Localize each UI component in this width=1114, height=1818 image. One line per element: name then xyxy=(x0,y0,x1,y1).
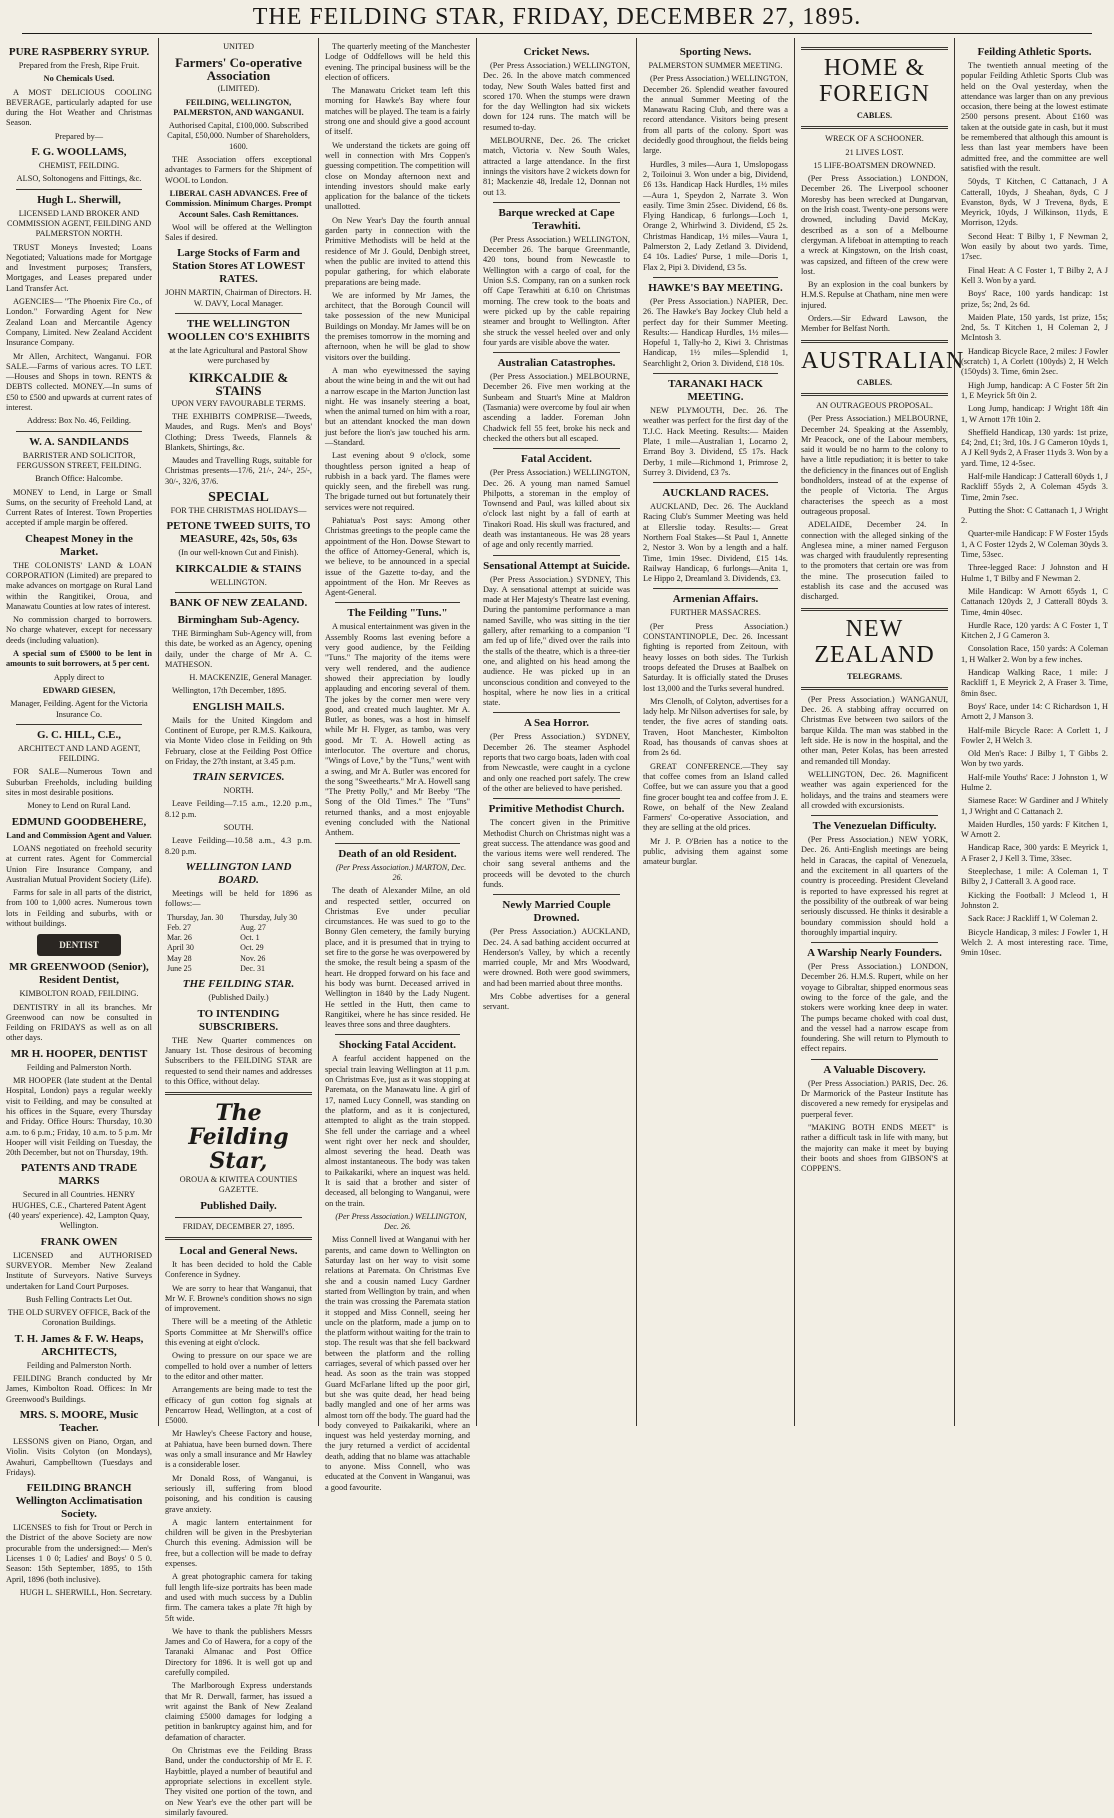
train-north-times: Leave Feilding—7.15 a.m., 12.20 p.m., 8.12 p.m. xyxy=(165,799,312,819)
news-item: (Per Press Association.) WELLINGTON, Dec. 26. A young man named Samuel Philpotts, a storeman in the employ of Townsend and Paul, was killed about six o'clock last night by a fall of earth at Tinakori Road. His skull was fractured, and death was instantaneous. He was 28 years of age and only recently married. xyxy=(483,468,630,550)
land-board-heading: WELLINGTON LAND BOARD. xyxy=(185,860,292,886)
list-item: Quarter-mile Handicap: F W Foster 15yds 1, A C Foster 12yds 2, W Coleman 30yds 3. Time, 53sec. xyxy=(961,529,1108,560)
hill-heading: G. C. HILL, C.E., xyxy=(36,728,122,741)
paper-title: The Feilding Star, xyxy=(188,1100,289,1175)
list-item: Putting the Shot: C Cattanach 1, J Wright 2. xyxy=(961,505,1108,526)
acclimatisation-signature: HUGH L. SHERWILL, Hon. Secretary. xyxy=(19,1587,152,1597)
news-item: (Per Press Association.) LONDON, December 26. H.M.S. Rupert, while on her voyage to Gibraltar, shipped enormous seas owing to the force of the gale, and the stokers were working knee deep in water. The pumps became choked with coal dust, and the vessel had a narrow escape from foundering. She will return to Plymouth to effect repairs. xyxy=(801,962,948,1054)
news-item: Miss Connell lived at Wanganui with her parents, and came down to Wellington on Saturday last on her way to visit some relations at Paremata. On Christmas Eve she and a cousin named Lucy Gardner started from Wellington by train, and when the train was crossing the Paremata station it stopped and Miss Connell, seeing her uncle on the platform, made a jump on to the platform without waiting for the train to stop. The result was that she fell backward between the platform and the rolling carriages, several of which passed over her head. As soon as the train was stopped Guard McFarlane lifted up the poor girl, but she was quite dead, her head being badly mangled and one of her arms was almost torn off the body. The guard had the body conveyed to Paikakariki, where an inquest was held yesterday morning, and the jury returned a verdict of accidental death, adding that no blame was attachable to anyone. Miss Connell, who was educated at the Convent in Wanganui, was a good favourite. xyxy=(325,1235,470,1492)
list-item: Boys' Race, under 14: C Richardson 1, H Arnott 2, J Manson 3. xyxy=(961,701,1108,722)
masthead xyxy=(0,0,1114,36)
farms-body: Farms for sale in all parts of the district, from 100 to 1,000 acres. Numerous town lots in Feilding and suburbs, with or without buildings. xyxy=(6,888,152,928)
farmers-heading: Farmers' Co-operative Association xyxy=(175,55,302,84)
home-foreign-heading: HOME & FOREIGN xyxy=(818,55,930,107)
sherwill-heading: Hugh L. Sherwill, xyxy=(37,193,121,206)
news-item: (Per Press Association.) SYDNEY, December 26. The steamer Asphodel reports that two cargo boats, laden with coal from Newcastle, were caught in a cyclone and only one reached port safely. The crew of the other are believed to have perished. xyxy=(483,732,630,793)
nz-sub: TELEGRAMS. xyxy=(846,671,903,681)
column-3-local-news xyxy=(318,38,476,1492)
divider xyxy=(175,313,302,314)
news-item: (Per Press Association.) MELBOURNE, December 24. Speaking at the Assembly, Mr Peacock, one of the Labour members, said it would be no harm to the colony to have a little repudiation; it is better to take the deficiency in the finances out of English bondholders, instead of at the expense of the people of Victoria. The Argus characterises the speech as a most outrageous proposal. xyxy=(801,414,948,516)
list-item: Half-mile Youths' Race: J Johnston 1, W Hulme 2. xyxy=(961,772,1108,792)
taranaki-heading: TARANAKI HACK MEETING. xyxy=(668,378,763,404)
table-cell: Feb. 27 xyxy=(167,922,191,932)
table-cell: Dec. 31 xyxy=(240,964,265,974)
table-cell: Thursday, Jan. 30 xyxy=(167,912,224,922)
table-row xyxy=(165,913,312,923)
news-item: (Per Press Association.) PARIS, Dec. 26. Dr Marmorick of the Pasteur Institute has discovered a new remedy for erysipelas and puerperal fever. xyxy=(801,1078,948,1119)
accident-heading: Shocking Fatal Accident. xyxy=(338,1039,457,1052)
divider xyxy=(801,393,948,396)
petone-heading: PETONE TWEED SUITS, TO MEASURE, 42s, 50s, 63s xyxy=(166,520,311,546)
news-item: On New Year's Day the fourth annual garden party in connection with the Primitive Methodists will be held at the residence of Mr J. Gould, Denbigh street, when the public are invited to attend this popular gathering, for which elaborate preparations are being made. xyxy=(325,215,470,287)
kirkcaldie-heading-2: KIRKCALDIE & STAINS xyxy=(175,562,302,575)
special-heading: SPECIAL xyxy=(208,490,269,506)
list-item: Old Men's Race: J Bilby 1, T Gibbs 2. Won by two yards. xyxy=(961,749,1108,769)
table-cell: Oct. 1 xyxy=(240,933,260,943)
news-item: We understand the tickets are going off well in connection with Mrs Coppen's guessing competition. The competition will close on Monday afternoon next and intending investors should make early application for the balance of the tickets unallotted. xyxy=(325,140,470,212)
news-item: MELBOURNE, Dec. 26. The cricket match, Victoria v. New South Wales, attracted a large attendance. In the first innings the visitors have 2 wickets down for 81; Mackenzie 48, Iredale 12, Donnan not out 13. xyxy=(483,136,630,197)
news-item: (Per Press Association.) CONSTANTINOPLE, Dec. 26. Incessant fighting is reported from Zeitoun, with heavy losses on both sides. The Turkish troops defeated the Druses at Baalbek on Saturday. It is officially stated the Druses lost 13,000 and the Turks several hundred. xyxy=(643,621,788,693)
capital: Authorised Capital, £100,000. Subscribed Capital, £50,000. Number of Shareholders, 1600. xyxy=(167,121,310,151)
greenwood-heading: MR GREENWOOD (Senior), Resident Dentist, xyxy=(9,961,149,987)
list-item: Siamese Race: W Gardiner and J Whitely 1, J Wright and C Cattanach 2. xyxy=(961,796,1108,816)
intending-body: THE New Quarter commences on January 1st. Those desirous of becoming Subscribers to the FEILDING STAR are requested to send their names and addresses to this Office, without delay. xyxy=(165,1035,312,1086)
sandilands-branch: Branch Office: Halcombe. xyxy=(35,474,123,484)
news-item: WELLINGTON, Dec. 26. Magnificent weather was again experienced for the holidays, and the trains and steamers were all crowded with excursionists. xyxy=(801,769,948,810)
woollen-sub: at the late Agricultural and Pastoral Show were purchased by xyxy=(169,346,308,366)
special-for: FOR THE CHRISTMAS HOLIDAYS— xyxy=(170,506,307,516)
auckland-heading: AUCKLAND RACES. xyxy=(662,487,769,500)
news-item: A great photographic camera for taking full length life-size portraits has been made and used with much success by a Dublin firm. The camera takes a plate 7ft high by 5ft wide. xyxy=(165,1572,312,1623)
table-row xyxy=(165,954,312,964)
dentist-stamp-graphic: DENTIST xyxy=(37,934,121,956)
armenian-sub: FURTHER MASSACRES. xyxy=(670,608,761,618)
maudes-body: Maudes and Travelling Rugs, suitable for Christmas presents—17/6, 21/-, 24/-, 25/-, 30/-, 32/6, 37/6. xyxy=(165,456,312,486)
news-item: We have to thank the publishers Messrs James and Co of Hawera, for a copy of the Taranaki Almanac and Post Office Directory for 1896. It is well got up and carefully compiled. xyxy=(165,1626,312,1677)
farmers-places: FEILDING, WELLINGTON, PALMERSTON, AND WANGANUI. xyxy=(173,97,304,117)
moore-body: LESSONS given on Piano, Organ, and Violin. Visits Colyton (on Mondays), Awahuri, Campbelltown (Tuesdays and Fridays). xyxy=(6,1436,152,1477)
primitive-heading: Primitive Methodist Church. xyxy=(488,803,625,816)
wreck-heading: WRECK OF A SCHOONER. xyxy=(825,134,924,144)
divider xyxy=(653,277,778,278)
news-item: (Per Press Association.) AUCKLAND, Dec. 24. A sad bathing accident occurred at Henderson's Valley, by which a recently married couple, Mr and Mrs Woodward, were drowned. Both were good swimmers, and had been married about three months. xyxy=(483,927,630,988)
heaps-body: FEILDING Branch conducted by Mr James, Kimbolton Road. Offices: In Mr Greenwood's Buildings. xyxy=(6,1374,152,1404)
divider xyxy=(493,894,620,895)
heaps-subheading: Feilding and Palmerston North. xyxy=(26,1360,132,1370)
news-item: The quarterly meeting of the Manchester Lodge of Oddfellows will be held this evening. The principal business will be the election of officers. xyxy=(325,42,470,82)
warship-heading: A Warship Nearly Founders. xyxy=(807,947,942,960)
colonists-body: THE COLONISTS' LAND & LOAN CORPORATION (Limited) are prepared to make advances on mortgage on Rural Land within the Rangitikei, Oroua, and Manawatu Counties at low rates of interest. xyxy=(6,560,152,611)
gazette-line: OROUA & KIWITEA COUNTIES GAZETTE. xyxy=(179,1175,298,1195)
masthead-rule xyxy=(22,33,1092,34)
mails-body: Mails for the United Kingdom and Continent of Europe, per R.M.S. Kaikoura, via Monte Video close in Feilding on 9th February, close at the Feilding Post Office on Friday, the 27th instant, at 3.45 p.m. xyxy=(165,715,312,766)
column-6-cables xyxy=(794,38,965,1426)
greenwood-address: KIMBOLTON ROAD, FEILDING. xyxy=(19,989,139,999)
table-cell: Oct. 29 xyxy=(240,943,264,953)
table-cell: May 28 xyxy=(167,953,192,963)
divider xyxy=(653,482,778,483)
newspaper-masthead-title: THE FEILDING STAR, FRIDAY, DECEMBER 27, 1895. xyxy=(252,4,862,30)
divider xyxy=(335,1034,460,1035)
armenian-heading: Armenian Affairs. xyxy=(672,593,759,606)
australian-sub: CABLES. xyxy=(856,377,893,387)
divider xyxy=(335,602,460,603)
column-1-advertisements xyxy=(0,38,158,1597)
divider xyxy=(493,352,620,353)
news-item: The concert given in the Primitive Methodist Church on Christmas night was a great success. The attendance was good and the various items were well rendered. The choir sang several anthems and the proceeds will be devoted to the church funds. xyxy=(483,818,630,889)
divider xyxy=(493,448,620,449)
news-item: Arrangements are being made to test the efficacy of gun cotton fog signals at Pencarrow Head, Wellington, at a cost of £5000. xyxy=(165,1385,312,1426)
australian-heading: AUSTRALIAN xyxy=(801,347,965,374)
divider xyxy=(811,1059,938,1060)
news-item: Orders.—Sir Edward Lawson, the Member for Belfast North. xyxy=(801,314,948,334)
greenwood-body: DENTISTRY in all its branches. Mr Greenwood can now be consulted in Feilding on FRIDAYS as well as on all other days. xyxy=(6,1002,152,1043)
news-item: (Per Press Association.) LONDON, December 26. The Liverpool schooner Moresby has been wrecked at Dungarvan, on the Irish coast. Twenty-one persons were drowned, including David McKay, described as a son of a Melbourne clergyman. A lifeboat in attempting to reach a wreck at Kingstown, on the Irish coast, was capsized, and fifteen of the crew were lost. xyxy=(801,174,948,276)
martin-line: JOHN MARTIN, Chairman of Directors. H. W. DAVY, Local Manager. xyxy=(165,288,312,308)
list-item: Maiden Plate, 150 yards, 1st prize, 15s; 2nd, 5s. T Kitchen 1, H Coleman 2, J McIntosh 3. xyxy=(961,312,1108,343)
list-item: Handicap Walking Race, 1 mile: J Rackliff 1, E Meyrick 2, A Fraser 3. Time, 8min 8sec. xyxy=(961,668,1108,698)
kirkcaldie-heading: KIRKCALDIE & STAINS xyxy=(188,369,289,398)
sherwill-subheading: LICENSED LAND BROKER AND COMMISSION AGENT, FEILDING AND PALMERSTON NORTH. xyxy=(6,208,152,239)
news-item: Last evening about 9 o'clock, some thoughtless person ignited a heap of rubbish in a back yard. The flames were quickly seen, and the firebell was rung. The brigade turned out but fortunately their services were not required. xyxy=(325,451,470,512)
apply-direct: Apply direct to xyxy=(53,672,105,682)
sports-intro: The twentieth annual meeting of the popular Feilding Athletic Sports Club was held on the Oval yesterday, when the attendance was larger than on any previous occasion, there being at the lowest estimate 2500 persons present. About £160 was taken at the outside gate in cash, but it must be remembered that although this amount is less than last year members have been admitted free, and the committee are well satisfied with the result. xyxy=(961,61,1108,173)
table-row xyxy=(165,923,312,933)
kirkcaldie-sub-2: WELLINGTON. xyxy=(210,577,267,587)
column-2-advertisements xyxy=(158,38,318,1817)
news-item: The death of Alexander Milne, an old and respected settler, occurred on Christmas Eve under peculiar circumstances. He was sued to go to the Bonny Glen cemetery, the family burying place, and it is presumed that in trying to set fire to the gorse he was overpowered by the smoke, the result being a spasm of the heart. He dropped forward on his face and his body was burnt. Deceased arrived in Wellington in 1840 by the Lady Nugent. He settled in the Hutt, then came to Rangitikei, where he has since resided. He leaves three sons and three daughters. xyxy=(325,886,470,1030)
barque-heading: Barque wrecked at Cape Terawhiti. xyxy=(498,206,615,232)
news-item: "MAKING BOTH ENDS MEET" is rather a difficult task in life with many, but the majority can make it meet by buying their boots and shoes from GIBSON'S at COPPEN'S. xyxy=(801,1122,948,1174)
loans-body: LOANS negotiated on freehold security at current rates. Agent for Commercial Union Fire Insurance Company, and Australian Mutual Provident Society (Life). xyxy=(6,843,152,884)
divider xyxy=(16,724,142,725)
list-item: Maiden Hurdles, 150 yards: F Kitchen 1, W Arnott 2. xyxy=(961,819,1108,840)
divider xyxy=(175,1217,302,1218)
hill-subheading: ARCHITECT AND LAND AGENT, FEILDING. xyxy=(17,743,141,764)
table-row xyxy=(165,933,312,943)
list-item: Final Heat: A C Foster 1, T Bilby 2, A J Kell 3. Won by a yard. xyxy=(961,265,1108,285)
death-dateline: (Per Press Association.) MARTON, Dec. 26. xyxy=(335,862,467,882)
table-cell: Thursday, July 30 xyxy=(240,912,298,922)
sporting-heading: Sporting News. xyxy=(679,46,752,58)
news-item: The Marlborough Express understands that Mr R. Derwall, farmer, has issued a writ against the Bank of New Zealand claiming £5000 damages for lodging a petition in bankruptcy against him, and for defamation of character. xyxy=(165,1681,312,1742)
no-commission: No commission charged to borrowers. No charge whatever, except for necessary deeds (including valuation). xyxy=(6,615,152,645)
column-4-telegraphic-news xyxy=(476,38,636,1426)
goodbehere-heading: EDMUND GOODBEHERE, xyxy=(11,815,147,828)
news-item: A magic lantern entertainment for children will be given in the Presbyterian Church this evening. Admission will be free, but a collection will be made to defray expenses. xyxy=(165,1517,312,1569)
list-item: Handicap Race, 300 yards: E Meyrick 1, A Fraser 2, J Kell 3. Time, 33sec. xyxy=(961,843,1108,863)
train-north-label: NORTH. xyxy=(223,786,254,796)
train-south-times: Leave Feilding—10.58 a.m., 4.3 p.m. 8.20 p.m. xyxy=(165,836,312,856)
hooper-body: MR HOOPER (late student at the Dental Hospital, London) pays a regular weekly visit to Feilding, and may be consulted at his offices in the Square, every Thursday and Friday. Office Hours: Thursday, 10.30 a.m. to 6 p.m.; Friday, 10 a.m. to 5 p.m. Mr Hooper will visit Feilding on Tuesday, the 20th December, but not on Thursday, 19th. xyxy=(6,1076,152,1158)
sherwill-agencies: AGENCIES— "The Phoenix Fire Co., of London." Forwarding Agent for New Zealand Loan and Mercantile Agency Company, Limited. New Zealand Accident Insurance Company. xyxy=(6,297,152,348)
news-item: We are informed by Mr James, the architect, that the Borough Council will take possession of the new Municipal Buildings on Monday. Mr James will be on the premises tomorrow in the morning and afternoon, when he will be glad to show visitors over the building. xyxy=(325,290,470,362)
table-cell: April 30 xyxy=(167,943,194,953)
news-item: GREAT CONFERENCE.—They say that coffee comes from an Island called Coffee, but we can assure you that a good fine grocer bought tea and coffee from J. E. Rowe, on behalf of the New Zealand Farmers' Co-operative Association, and they are selling at the old prices. xyxy=(643,761,788,833)
raspberry-body: A MOST DELICIOUS COOLING BEVERAGE, particularly adapted for use during the Hot Weather and Christmas Season. xyxy=(6,87,152,128)
survey-office: THE OLD SURVEY OFFICE, Back of the Coronation Buildings. xyxy=(7,1308,151,1328)
divider xyxy=(801,687,948,690)
divider xyxy=(16,431,142,432)
divider xyxy=(653,373,778,374)
bush-felling: Bush Felling Contracts Let Out. xyxy=(25,1294,133,1304)
birmingham-body: THE Birmingham Sub-Agency will, from this date, be worked as an Agency, opening daily, under the charge of Mr A. C. MATHESON. xyxy=(165,628,312,669)
patents-body: Secured in all Countries. HENRY HUGHES, C.E., Chartered Patent Agent (40 years' experience). 42, Lampton Quay, Wellington. xyxy=(8,1190,150,1231)
woollams-name: F. G. WOOLLAMS, xyxy=(31,146,127,159)
divider xyxy=(801,608,948,611)
list-item: Second Heat: T Bilby 1, F Newman 2, Won easily by about two yards. Time, 17sec. xyxy=(961,231,1108,262)
cheapest-money-heading: Cheapest Money in the Market. xyxy=(25,532,133,558)
list-item: Long Jump, handicap: J Wright 18ft 4in 1, W Arnott 17ft 10in 2. xyxy=(961,404,1108,424)
wellington-date: Wellington, 17th December, 1895. xyxy=(172,686,287,696)
owen-heading: FRANK OWEN xyxy=(40,1235,118,1248)
goodbehere-subheading: Land and Commission Agent and Valuer. xyxy=(6,830,152,840)
list-item: Handicap Bicycle Race, 2 miles: J Fowler (scratch) 1, A Corlett (100yds) 2, H Welch (150yds) 3. Time, 6min 2sec. xyxy=(961,346,1108,377)
wreck-sub: 21 LIVES LOST. xyxy=(845,147,904,157)
raspberry-heading: PURE RASPBERRY SYRUP. xyxy=(8,46,150,58)
list-item: Half-mile Handicap: J Catterall 60yds 1, J Rackliff 55yds 2, A Coleman 45yds 3. Time, 2min 7sec. xyxy=(961,471,1108,502)
united-label: UNITED xyxy=(223,42,254,51)
farmers-body: THE Association offers exceptional advantages to Farmers for the Shipment of WOOL to London. xyxy=(165,155,312,185)
divider xyxy=(175,592,302,593)
land-board-body: Meetings will be held for 1896 as follows:— xyxy=(165,888,312,909)
news-item: Mrs Cobbe advertises for a general servant. xyxy=(483,992,630,1012)
sherwill-body: TRUST Moneys Invested; Loans Negotiated; Valuations made for Mortgage and Investment purposes; Transfers, Mortgages, and Leases prepared under Land Transfer Act. xyxy=(6,242,152,293)
table-cell: Nov. 26 xyxy=(240,953,266,963)
list-item: Steeplechase, 1 mile: A Coleman 1, T Bilby 2, J Catterall 3. A good race. xyxy=(961,867,1108,887)
news-item: ADELAIDE, December 24. In connection with the alleged sinking of the Anglesea mine, a miner named Ferguson was charged with fraudulently representing to the promoters that certain ore was from the mine. The prosecution failed to establish its case and the accused was discharged. xyxy=(801,520,948,602)
news-item: (Per Press Association.) WELLINGTON, December 26. The barque Greenmantle, 420 tons, bound from Newcastle to Wellington with a cargo of coal, for the Union S.S. Company, ran on a sunken rock off Cape Terawhiti at 6.10 on Christmas morning. The crew took to the boats and were picked up by the cable repairing steamer and brought to Wellington. After she struck the vessel heeled over and only four yards are visible above the water. xyxy=(483,234,630,347)
wreck-sub-2: 15 LIFE-BOATSMEN DROWNED. xyxy=(813,160,936,170)
news-item: A man who eyewitnessed the saying about the wine being in and the wit out had a narrow escape in the Marton Junction last night. He was insanely steering a boat, when the animal turned on him with a roar, but an attendant knocked the man down just before the lion's jaw touched his arm.—Standard. xyxy=(325,365,470,447)
limited-label: (LIMITED). xyxy=(217,84,260,94)
table-row xyxy=(165,964,312,974)
stocks-heading: Large Stocks of Farm and Station Stores AT LOWEST RATES. xyxy=(172,247,305,286)
column-5-sporting-news xyxy=(636,38,794,1426)
news-item: The Manawatu Cricket team left this morning for Hawke's Bay where four matches will be played. The team is a fairly strong one and should give a good account of itself. xyxy=(325,86,470,137)
news-item: Mr J. P. O'Brien has a notice to the public, advising them against some amateur burglar. xyxy=(643,836,788,867)
money-body: MONEY to Lend, in Large or Small Sums, on the security of Freehold Land, at Current Rates of Interest. Town Properties accepted if ample margin be offered. xyxy=(6,487,152,528)
news-item: (Per Press Association.) WELLINGTON, December 26. Splendid weather favoured the annual Summer Meeting of the Manawatu Racing Club, and there was a record attendance. Visitors being present from all parts of the colony. Sport was decidedly good throughout, the fields being large. xyxy=(643,74,788,156)
petone-sub: (In our well-known Cut and Finish). xyxy=(178,548,299,558)
fatal-heading: Fatal Accident. xyxy=(521,453,592,466)
published-daily: Published Daily. xyxy=(200,1199,277,1212)
hooper-heading: MR H. HOOPER, DENTIST xyxy=(10,1047,148,1060)
divider xyxy=(165,1092,312,1095)
news-item: AUCKLAND, Dec. 26. The Auckland Racing Club's Summer Meeting was held at Ellerslie today. Results:— Great Northern Foal Stakes—St Paul 1, Annette 2, Nestor 3. Won by a length and a half. Time, 1min 19sec. Dividend, £15 14s. Railway Handicap, 6 furlongs—Anita 1, Le Hippo 2, Dreamland 3. Dividends, £3. xyxy=(643,502,788,584)
kirkcaldie-terms: UPON VERY FAVOURABLE TERMS. xyxy=(171,398,306,408)
news-item: Mrs Clenolh, of Colyton, advertises for a lady help. Mr Nilson advertises for sale, by tender, the five acres of standing oats. Traven, Hoot Manchester, Kimbolton Road, has thousands of canvas shoes at from 2s 6d. xyxy=(643,696,788,758)
star-heading: THE FEILDING STAR. xyxy=(182,978,295,991)
news-item: It has been decided to hold the Cable Conference in Sydney. xyxy=(165,1260,312,1280)
land-board-dates-table xyxy=(165,913,312,975)
list-item: Kicking the Football: J Mcleod 1, H Johnston 2. xyxy=(961,890,1108,910)
prepared-by: Prepared by— xyxy=(54,131,104,141)
death-heading: Death of an old Resident. xyxy=(338,847,457,860)
suicide-heading: Sensational Attempt at Suicide. xyxy=(483,559,630,572)
no-chemicals: No Chemicals Used. xyxy=(43,74,115,84)
divider xyxy=(16,189,142,190)
table-cell: June 25 xyxy=(167,964,192,974)
divider xyxy=(493,712,620,713)
giesen-role: Manager, Feilding. Agent for the Victoria Insurance Co. xyxy=(10,699,148,719)
list-item: Boys' Race, 100 yards handicap: 1st prize, 5s; 2nd, 2s 6d. xyxy=(961,289,1108,309)
divider xyxy=(811,815,938,816)
news-item: (Per Press Association.) MELBOURNE, December 26. Five men working at the Sunbeam and Stuart's Mine at Maldron (Tasmania) were overcome by foul air when ascending a ladder. Foreman John Chadwick fell 55 feet, broke his neck and checked the others but all escaped. xyxy=(483,372,630,443)
news-item: We are sorry to hear that Wanganui, that Mr W. F. Browne's condition shows no sign of improvement. xyxy=(165,1283,312,1314)
money-rural: Money to Lend on Rural Land. xyxy=(27,801,131,811)
divider xyxy=(493,555,620,556)
exhibits-body: THE EXHIBITS COMPRISE—Tweeds, Maudes, and Rugs. Men's and Boys' Clothing; Dress Tweeds, Flannels & Blankets, Shirtings, &c. xyxy=(165,411,312,452)
heaps-heading: T. H. James & F. W. Heaps, ARCHITECTS, xyxy=(14,1332,144,1358)
mails-heading: ENGLISH MAILS. xyxy=(192,700,285,713)
discovery-heading: A Valuable Discovery. xyxy=(823,1063,926,1076)
home-foreign-sub: CABLES. xyxy=(856,111,893,120)
catastrophes-heading: Australian Catastrophes. xyxy=(497,357,616,370)
news-item: There will be a meeting of the Athletic Sports Committee at Mr Sherwill's office this evening at eight o'clock. xyxy=(165,1317,312,1348)
issue-date: FRIDAY, DECEMBER 27, 1895. xyxy=(182,1221,295,1231)
list-item: Half-mile Bicycle Race: A Corlett 1, J Fowler 2, H Welch 3. xyxy=(961,725,1108,745)
news-item: A musical entertainment was given in the Assembly Rooms last evening before a very good audience, by the Feilding "Tuns." The majority of the items were very well rendered, and the audience showed their appreciation by loudly applauding and encoring several of them. The jokes by the corner men were very good, and created much laughter. Mr A. Butler, as bones, was a host in himself while Mr H. Flyger, as tambo, was very good. Mr T. A. Howell acting as interlocutor. The overture and chorus, "Wings of Love," by the "Tuns," went with a swing, and Mr A. Butler was encored for the song "Sweethearts." Mr A. Howell sang "The Pretty Polly," and Mr Beeby "The Song of the Old Times." The "Tuns" returned thanks, and a most enjoyable evening concluded with the National Anthem. xyxy=(325,622,470,838)
divider xyxy=(801,47,948,50)
nz-heading: NEW ZEALAND xyxy=(814,615,935,668)
divider xyxy=(493,202,620,203)
cricket-heading: Cricket News. xyxy=(523,46,590,58)
patents-heading: PATENTS AND TRADE MARKS xyxy=(20,1162,138,1188)
local-news-heading: Local and General News. xyxy=(179,1245,298,1257)
list-item: Hurdle Race, 120 yards: A C Foster 1, T Kitchen 2, J G Cameron 3. xyxy=(961,620,1108,641)
outrage-heading: AN OUTRAGEOUS PROPOSAL. xyxy=(816,400,933,410)
list-item: 50yds, T Kitchen, C Cattanach, J A Catterall, 10yds, J Sheahan, 8yds, C J Evanston, 8yds, W J Trevena, 8yds, E Meyrick, 10yds, J Wilkinson, 11yds, E Morrison, 12yds. xyxy=(961,177,1108,228)
news-item: (Per Press Association.) NEW YORK, Dec. 26. Anti-English meetings are being held in Caracas, the capital of Venezuela, and the excitement in all quarters of the country is proceeding. President Cleveland is reported to have expressed his regret at the possibility of the outbreak of war being seriously discussed. He thinks it desirable a boundary commission should hold a thoroughly impartial inquiry. xyxy=(801,835,948,937)
sporting-sub: PALMERSTON SUMMER MEETING. xyxy=(648,61,783,70)
wool-body: Wool will be offered at the Wellington Sales if desired. xyxy=(165,222,312,243)
accident-dateline: (Per Press Association.) WELLINGTON, Dec. 26. xyxy=(335,1211,467,1232)
table-cell: Aug. 27 xyxy=(240,922,266,932)
news-item: Hurdles, 3 miles—Aura 1, Umslopogass 2, Toiloinui 3. Won under a big, Dividend, £6 13s. Handicap Hack Hurdles, 1½ miles—Aura 1, Speydon 2, Narrate 3. Won easily. Time 3min 25sec. Dividend, £6 8s. Flying Handicap, 6 furlongs—Loch 1, Orange 2, Whirlwind 3. Dividend, £5 2s. Christmas Handicap, 1½ miles—Vaura 1, Palmerston 2, Lady Zetland 3. Dividend, £4 10s. Ladies' Purse, 1 mile—Doris 1, Flax 2, Pipi 3. Dividend, £3 5s. xyxy=(643,159,788,272)
hawkes-heading: HAWKE'S BAY MEETING. xyxy=(648,281,783,294)
list-item: Sack Race: J Rackliff 1, W Coleman 2. xyxy=(968,914,1098,924)
bnz-heading: BANK OF NEW ZEALAND. xyxy=(169,596,308,609)
train-heading: TRAIN SERVICES. xyxy=(192,771,285,784)
sherwill-address: Address: Box No. 46, Feilding. xyxy=(27,416,131,426)
sports-heading: Feilding Athletic Sports. xyxy=(977,46,1092,58)
news-item: Mr Hawley's Cheese Factory and house, at Pahiatua, have been burned down. There was only a small insurance and Mr Hawley is a considerable loser. xyxy=(165,1429,312,1470)
list-item: Consolation Race, 150 yards: A Coleman 1, H Walker 2. Won by a few inches. xyxy=(961,644,1108,664)
news-item: (Per Press Association.) WANGANUI, Dec. 26. A stabbing affray occurred on Christmas Eve between two sailors of the barque Kilda. The man was stabbed in the left side. He is now in the hospital, and the other man, Peter Kolas, has been arrested and remanded till Monday. xyxy=(801,694,948,766)
list-item: Three-legged Race: J Johnston and H Hulme 1, T Bilby and F Newman 2. xyxy=(961,563,1108,583)
news-item: NEW PLYMOUTH, Dec. 26. The weather was perfect for the first day of the T.J.C. Hack Meeting. Results:— Maiden Plate, 1 mile—Australian 1, Locarno 2, Errand Boy 3. Dividend, £5 17s. Hack Derby, 1 mile—Richmond 1, Primrose 2, Surrey 3. Dividend, £3 7s. xyxy=(643,406,788,477)
news-item: (Per Press Association.) SYDNEY, This Day. A sensational attempt at suicide was made at Her Majesty's Theatre last evening. During the pantomime performance a man named Saville, who was sitting in the tier gallery, after remarking to a companion "I am fed up of life," dived over the rails into the stalls of the theatre, which is a three-tier one, and alighted on his head among the audience. He was picked up in an unconscious condition and conveyed to the hospital, where he now lies in a critical state. xyxy=(483,574,630,708)
divider xyxy=(801,340,948,343)
giesen-name: EDWARD GIESEN, xyxy=(42,685,116,695)
birmingham-heading: Birmingham Sub-Agency. xyxy=(177,613,300,626)
table-row xyxy=(165,943,312,953)
news-item: (Per Press Association.) NAPIER, Dec. 26. The Hawke's Bay Jockey Club held a perfect day for their Summer Meeting. Results:— Handicap Hurdles, 1½ miles—Hopeful 1, Tally-ho 2, Kiwi 3. Christmas Handicap, 1½ miles—Splendid 1, Searchlight 2, Orion 3. Dividend, £18 10s. xyxy=(643,296,788,368)
raspberry-subheading: Prepared from the Fresh, Ripe Fruit. xyxy=(18,61,140,70)
divider xyxy=(811,942,938,943)
chemist-label: CHEMIST, FEILDING. xyxy=(38,161,120,171)
star-sub: (Published Daily.) xyxy=(208,993,269,1003)
column-7-athletic-sports xyxy=(954,38,1114,1426)
divider xyxy=(493,798,620,799)
moore-heading: MRS. S. MOORE, Music Teacher. xyxy=(19,1408,139,1434)
sherwill-other: Mr Allen, Architect, Wanganui. FOR SALE.—Farms of various acres. TO LET.—Houses and Shops in town. RENTS & DEBTS collected. MONEY.—In sums of £50 to £500 and upwards at current rates of interest. xyxy=(6,351,152,413)
acclimatisation-heading: FEILDING BRANCH Wellington Acclimatisation Society. xyxy=(15,1482,143,1521)
news-item: Owing to pressure on our space we are compelled to hold over a number of letters to the editor and other matter. xyxy=(165,1351,312,1381)
venezuelan-heading: The Venezuelan Difficulty. xyxy=(812,820,937,833)
tuns-heading: The Feilding "Tuns." xyxy=(347,607,448,620)
mackenzie-sign: H. MACKENZIE, General Manager. xyxy=(189,673,312,683)
table-cell: Mar. 26 xyxy=(167,933,192,943)
news-item: A fearful accident happened on the special train leaving Wellington at 11 p.m. on Christmas Eve, just as it was stopping at Paremata, on the Manawatu line. A girl of 17, named Lucy Connell, was standing on the platform, and as it is conjectured, attempted to alight as the train stopped. She fell under the carriage and a wheel went right over her neck and shoulder, almost severing the head. Death was almost instantaneous. The body was taken to Paikakariki, where an inquest was held. It is said that a brother and sister of deceased, all belonging to Wanganui, were on the train. xyxy=(325,1054,470,1208)
news-item: On Christmas eve the Feilding Brass Band, under the conductorship of Mr E. F. Haybittle, played a number of beautiful and appropriate selections in excellent style. They visited one portion of the town, and on New Year's eve the other part will be similarly favoured. xyxy=(165,1746,312,1817)
news-item: Mr Donald Ross, of Wanganui, is seriously ill, suffering from blood poisoning, and his condition is causing grave anxiety. xyxy=(165,1473,312,1514)
for-sale-body: FOR SALE—Numerous Town and Suburban Freeholds, including building sites in most desirable positions. xyxy=(6,767,152,798)
divider xyxy=(653,588,778,589)
special-sum: A special sum of £5000 to be lent in amounts to suit borrowers, at 5 per cent. xyxy=(6,649,152,669)
news-item: Pahiatua's Post says: Among other Christmas greetings to the people came the appointment of the Hon. Dowse Stewart to the office of Attorney-General, which is, we believe, to be announced in a special issue of the Gazette to-day, and the appointment of the Hon. Mr Reeves as Agent-General. xyxy=(325,516,470,598)
sandilands-subheading: BARRISTER AND SOLICITOR, FERGUSSON STREET, FEILDING. xyxy=(16,450,142,470)
divider xyxy=(801,126,948,129)
divider xyxy=(165,1237,312,1240)
intending-heading: TO INTENDING SUBSCRIBERS. xyxy=(197,1007,280,1033)
hooper-subheading: Feilding and Palmerston North. xyxy=(26,1062,132,1072)
owen-body: LICENSED and AUTHORISED SURVEYOR. Member New Zealand Institute of Surveyors. Native Surveys undertaken for Land Court Purposes. xyxy=(6,1250,152,1291)
list-item: Sheffield Handicap, 130 yards: 1st prize, £4; 2nd, £1; 3rd, 10s. J G Cameron 10yds 1, A J Kell 9yds 2, A Fraser 11yds 3. Won by a yard. Time, 12 4-5sec. xyxy=(961,427,1108,468)
acclimatisation-body: LICENSES to fish for Trout or Perch in the District of the above Society are now procurable from the undersigned:— Men's Licenses 1 0 0; Ladies' and Boys' 0 5 0. Season: 15th September, 1895, to 15th April, 1896 (both inclusive). xyxy=(6,1523,152,1584)
train-south-label: SOUTH. xyxy=(223,823,254,833)
divider xyxy=(335,843,460,844)
drowned-heading: Newly Married Couple Drowned. xyxy=(502,899,611,925)
sandilands-heading: W. A. SANDILANDS xyxy=(29,435,129,448)
also-label: ALSO, Soltonogens and Fittings, &c. xyxy=(16,174,142,184)
news-item: By an explosion in the coal bunkers by H.M.S. Repulse at Chatham, nine men were injured. xyxy=(801,280,948,310)
woollen-heading: THE WELLINGTON WOOLLEN CO'S EXHIBITS xyxy=(167,318,310,344)
list-item: Bicycle Handicap, 3 miles: J Fowler 1, H Welch 2. A most interesting race. Time, 9min 10sec. xyxy=(961,927,1108,958)
horror-heading: A Sea Horror. xyxy=(523,717,590,730)
list-item: Mile Handicap: W Arnott 65yds 1, C Cattanach 120yds 2, J Catterall 80yds 3. Time, 4min 40sec. xyxy=(961,586,1108,617)
news-item: (Per Press Association.) WELLINGTON, Dec. 26. In the above match commenced today, New South Wales batted first and scored 170. When the stumps were drawn for the day Wellington had six wickets down for 124 runs. The match will be resumed to-day. xyxy=(483,61,630,132)
list-item: High Jump, handicap: A C Foster 5ft 2in 1, E Meyrick 5ft 0in 2. xyxy=(961,380,1108,400)
liberal-advances: LIBERAL CASH ADVANCES. Free of Commission. Minimum Charges. Prompt Account Sales. Cash Remittances. xyxy=(165,188,312,219)
